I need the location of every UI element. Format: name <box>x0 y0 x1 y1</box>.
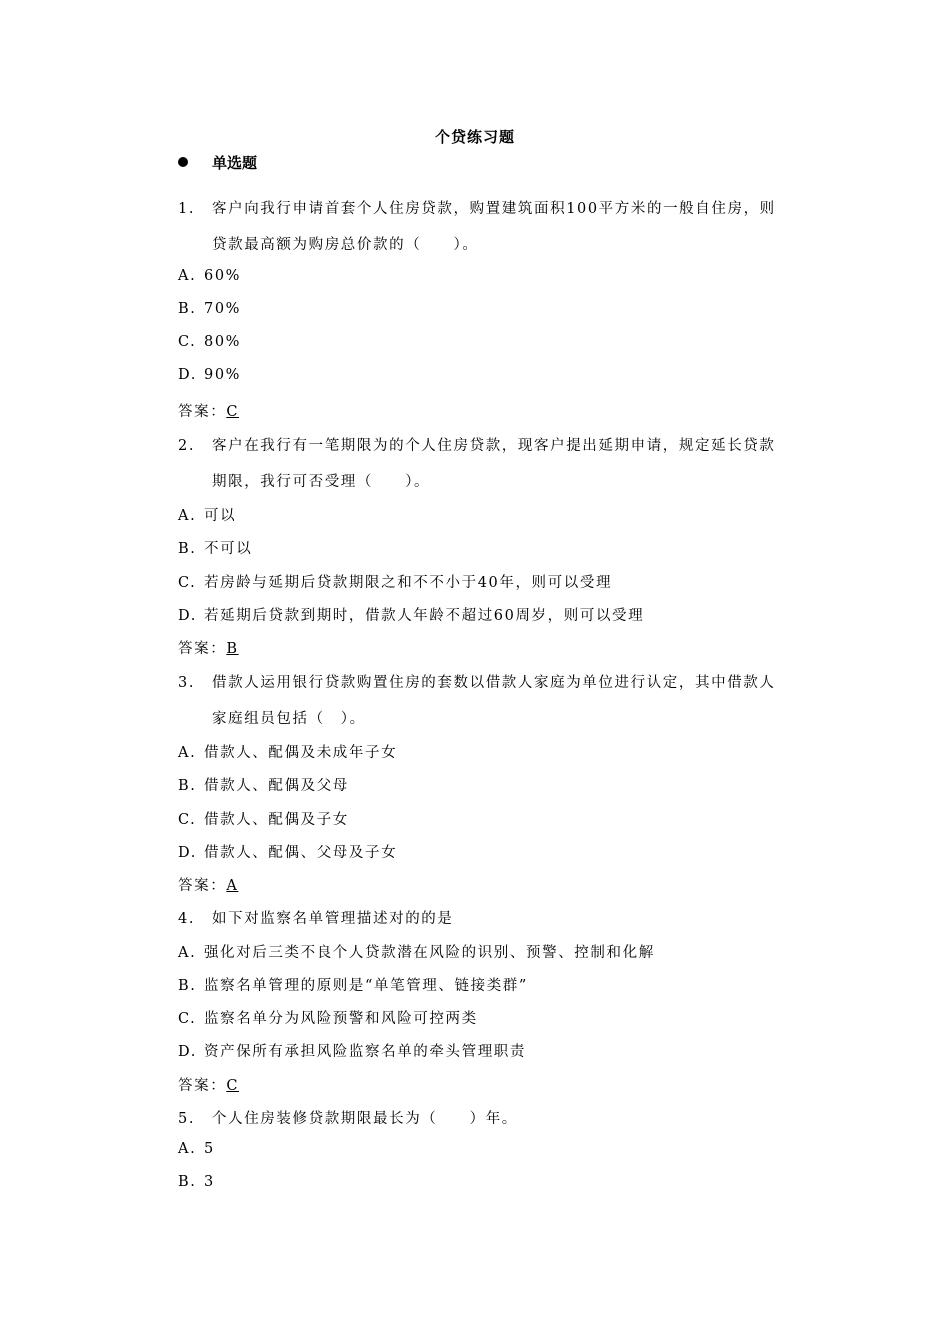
question-number: 3. <box>178 675 196 691</box>
option-text: 强化对后三类不良个人贷款潜在风险的识别、预警、控制和化解 <box>204 945 655 961</box>
option-key: A. <box>178 1141 197 1157</box>
question-2-line1 <box>178 434 776 455</box>
question-2-line2: 期限，我行可否受理（ ）。 <box>212 474 431 490</box>
option-text: 若房龄与延期后贷款期限之和不不小于40年，则可以受理 <box>204 575 613 591</box>
option-2c <box>178 571 612 592</box>
question-text: 客户向我行申请首套个人住房贷款，购置建筑面积100平方米的一般自住房，则 <box>212 201 776 217</box>
answer-label: 答案： <box>178 641 227 657</box>
answer-label: 答案： <box>178 1078 227 1094</box>
option-key: D. <box>178 367 197 383</box>
option-text: 借款人、配偶及子女 <box>204 812 349 828</box>
option-4b <box>178 974 528 995</box>
option-key: C. <box>178 812 197 828</box>
option-1a <box>178 268 241 284</box>
option-5a <box>178 1141 215 1157</box>
answer-value: B <box>226 641 239 657</box>
question-text: 个人住房装修贷款期限最长为（ ）年。 <box>212 1111 518 1127</box>
option-text: 60% <box>204 268 242 284</box>
option-4d <box>178 1040 526 1061</box>
option-key: D. <box>178 845 197 861</box>
answer-value: C <box>226 1078 240 1094</box>
option-key: B. <box>178 301 197 317</box>
option-key: C. <box>178 575 197 591</box>
section-label: 单选题 <box>212 153 258 172</box>
answer-2 <box>178 637 239 658</box>
option-key: B. <box>178 541 197 557</box>
option-text: 借款人、配偶及未成年子女 <box>204 745 398 761</box>
question-number: 5. <box>178 1111 196 1127</box>
answer-label: 答案： <box>178 404 227 420</box>
option-text: 不可以 <box>204 541 253 557</box>
option-3a <box>178 741 397 762</box>
option-key: A. <box>178 508 197 524</box>
option-4a <box>178 941 655 962</box>
option-3c <box>178 808 349 829</box>
option-2d <box>178 604 644 625</box>
question-text: 借款人运用银行贷款购置住房的套数以借款人家庭为单位进行认定，其中借款人 <box>212 675 776 691</box>
option-2b <box>178 537 252 558</box>
page-title: 个贷练习题 <box>434 128 515 146</box>
option-key: C. <box>178 334 197 350</box>
option-2a <box>178 504 236 525</box>
option-text: 监察名单分为风险预警和风险可控两类 <box>204 1011 478 1027</box>
question-5-line1 <box>178 1107 518 1128</box>
option-key: D. <box>178 1044 197 1060</box>
option-text: 70% <box>204 301 242 317</box>
option-key: D. <box>178 608 197 624</box>
option-text: 3 <box>204 1174 215 1190</box>
option-key: C. <box>178 1011 197 1027</box>
option-text: 90% <box>204 367 242 383</box>
option-text: 资产保所有承担风险监察名单的牵头管理职责 <box>204 1044 526 1060</box>
option-3d <box>178 841 397 862</box>
section-heading <box>178 152 257 172</box>
answer-label: 答案： <box>178 878 227 894</box>
answer-1 <box>178 400 239 421</box>
question-4-line1 <box>178 907 454 928</box>
option-text: 可以 <box>204 508 237 524</box>
option-key: B. <box>178 978 197 994</box>
option-4c <box>178 1007 478 1028</box>
option-key: A. <box>178 268 197 284</box>
option-text: 借款人、配偶及父母 <box>204 778 349 794</box>
question-1-line1 <box>178 197 776 218</box>
question-number: 2. <box>178 438 196 454</box>
option-key: A. <box>178 945 197 961</box>
answer-4 <box>178 1074 239 1095</box>
question-3-line1 <box>178 671 776 692</box>
option-text: 监察名单管理的原则是“单笔管理、链接类群” <box>204 978 528 994</box>
option-key: B. <box>178 778 197 794</box>
question-number: 4. <box>178 911 196 927</box>
answer-value: A <box>226 878 239 894</box>
option-5b <box>178 1174 215 1190</box>
question-3-line2: 家庭组员包括（ ）。 <box>212 711 366 727</box>
option-text: 5 <box>204 1141 215 1157</box>
option-key: B. <box>178 1174 197 1190</box>
answer-value: C <box>226 404 240 420</box>
option-text: 若延期后贷款到期时，借款人年龄不超过60周岁，则可以受理 <box>204 608 645 624</box>
question-text: 如下对监察名单管理描述对的的是 <box>212 911 454 927</box>
option-1d <box>178 367 241 383</box>
option-key: A. <box>178 745 197 761</box>
question-text: 客户在我行有一笔期限为的个人住房贷款，现客户提出延期申请，规定延长贷款 <box>212 438 776 454</box>
question-number: 1. <box>178 201 196 217</box>
option-text: 80% <box>204 334 242 350</box>
option-3b <box>178 774 349 795</box>
question-1-line2: 贷款最高额为购房总价款的（ ）。 <box>212 237 479 253</box>
answer-3 <box>178 874 238 895</box>
option-1b <box>178 301 241 317</box>
bullet-icon <box>178 157 188 167</box>
option-text: 借款人、配偶、父母及子女 <box>204 845 398 861</box>
option-1c <box>178 334 241 350</box>
